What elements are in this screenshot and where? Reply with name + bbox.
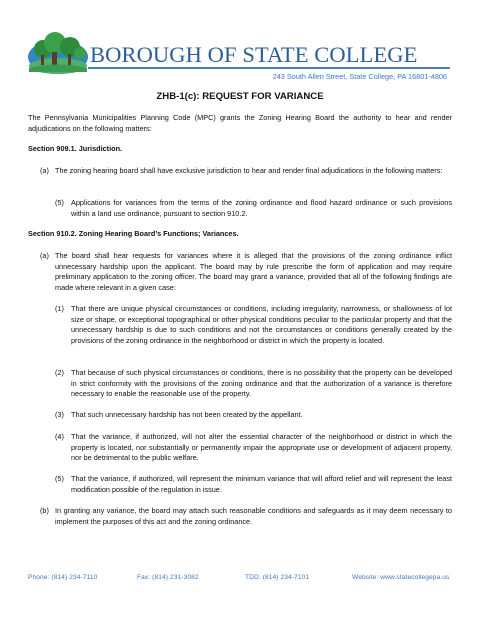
intro-paragraph: The Pennsylvania Municipalities Planning Code (MPC) grants the Zoning Hearing Board the authority to hear and render adjudications on the following matters:: [28, 113, 452, 133]
document-title: ZHB-1(c): REQUEST FOR VARIANCE: [156, 91, 324, 102]
borough-tree-logo-icon: [27, 30, 89, 74]
section-heading-910-2: Section 910.2. Zoning Hearing Board’s Functions; Variances.: [28, 229, 239, 238]
item-text-910-5: That the variance, if authorized, will represent the minimum variance that will afford relief and will represent the least modification possible of the regulation in issue.: [71, 474, 452, 494]
item-label-910-2: (2): [55, 368, 64, 377]
item-label-910-1: (1): [55, 304, 64, 313]
item-text-910-b: In granting any variance, the board may attach such reasonable conditions and safeguards as it may deem necessary to implement the purposes of this act and the zoning ordinance.: [55, 506, 452, 526]
item-text-909-a: The zoning hearing board shall have exclusive jurisdiction to hear and render final adjudications in the following matters:: [55, 166, 443, 175]
item-label-909-a5: (5): [55, 198, 64, 207]
item-label-910-a: (a): [40, 251, 49, 260]
header-divider: [88, 67, 450, 69]
item-label-910-3: (3): [55, 410, 64, 419]
organization-name: BOROUGH OF STATE COLLEGE: [90, 42, 418, 67]
item-label-910-5: (5): [55, 474, 64, 483]
item-text-910-4: That the variance, if authorized, will not alter the essential character of the neighborhood or district in which the property is located, nor substantially or permanently impair the appropriate use or development of adjacent property, nor be detrimental to the public welfare.: [71, 432, 452, 463]
section-heading-909-1: Section 909.1. Jurisdiction.: [28, 144, 123, 153]
footer-tdd: TDD: (814) 234-7101: [245, 574, 310, 581]
item-text-909-a5: Applications for variances from the terms of the zoning ordinance and flood hazard ordinance or such provisions within a land use ordinance, pursuant to section 910.2.: [71, 198, 452, 218]
footer-phone: Phone: (814) 234-7110: [28, 574, 98, 581]
footer-website: Website: www.statecollegepa.us: [352, 574, 450, 581]
organization-address: 243 South Allen Street, State College, PA 16801-4806: [272, 72, 447, 81]
item-label-910-4: (4): [55, 432, 64, 441]
item-text-910-1: That there are unique physical circumstances or conditions, including irregularity, narrowness, or shallowness of lot size or shape, or exceptional topographical or other physical conditions peculiar to the particular property and that the unnecessary hardship is due to such conditions and not the circumstances or conditions generally created by the provisions of the zoning ordinance in the neighborhood or district in which the property is located.: [71, 304, 452, 345]
footer-fax: Fax: (814) 231-3082: [137, 574, 199, 581]
item-text-910-3: That such unnecessary hardship has not been created by the appellant.: [71, 410, 303, 419]
item-label-910-b: (b): [40, 506, 49, 515]
item-text-910-a: The board shall hear requests for variances where it is alleged that the provisions of the zoning ordinance inflict unnecessary hardship upon the applicant. The board may by rule prescribe the form of application and may require preliminary application to the zoning officer. The board may grant a variance, provided that all of the following findings are made where relevant in a given case:: [55, 251, 452, 292]
item-text-910-2: That because of such physical circumstances or conditions, there is no possibility that the property can be developed in strict conformity with the provisions of the zoning ordinance and that the authorization of a variance is therefore necessary to enable the reasonable use of the property.: [71, 368, 452, 399]
item-label-909-a: (a): [40, 166, 49, 175]
